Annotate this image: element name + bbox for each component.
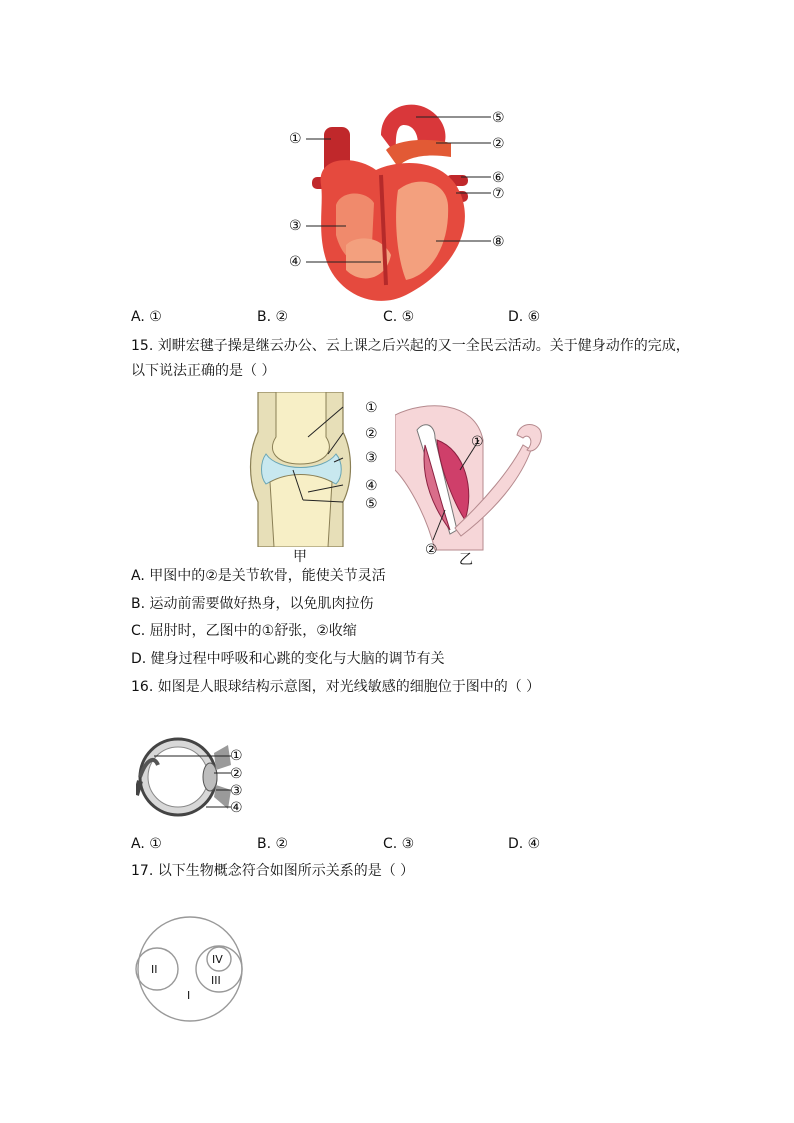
- joint-label-1: ①: [365, 400, 378, 416]
- joint-label-5: ⑤: [365, 496, 378, 512]
- venn-label-iii: III: [211, 974, 221, 987]
- q15-stem-line1: 15. 刘畊宏毽子操是继云办公、云上课之后兴起的又一全民云活动。关于健身动作的完成，: [131, 338, 690, 354]
- q15-option-d[interactable]: D. 健身过程中呼吸和心跳的变化与大脑的调节有关: [131, 651, 445, 667]
- q15-option-c[interactable]: C. 屈肘时，乙图中的①舒张，②收缩: [131, 623, 357, 639]
- q16-option-c[interactable]: C. ③: [383, 836, 415, 852]
- eye-label-4: ④: [230, 800, 243, 816]
- joint-label-4: ④: [365, 478, 378, 494]
- venn-diagram: [134, 916, 246, 1022]
- heart-label-1: ①: [289, 131, 302, 147]
- q17-stem: 17. 以下生物概念符合如图所示关系的是（ ）: [131, 863, 415, 879]
- heart-diagram: [286, 95, 516, 305]
- venn-label-i: I: [187, 989, 191, 1002]
- q14-option-a[interactable]: A. ①: [131, 309, 162, 325]
- heart-label-4: ④: [289, 254, 302, 270]
- arm-label-1: ①: [471, 434, 484, 450]
- fig-jia-caption: 甲: [293, 549, 307, 565]
- q16-option-b[interactable]: B. ②: [257, 836, 289, 852]
- arm-label-2: ②: [425, 542, 438, 558]
- q14-option-c[interactable]: C. ⑤: [383, 309, 415, 325]
- eye-label-1: ①: [230, 748, 243, 764]
- heart-label-2: ②: [492, 136, 505, 152]
- q15-stem-line2: 以下说法正确的是（ ）: [131, 363, 276, 379]
- venn-label-ii: II: [151, 963, 158, 976]
- heart-label-7: ⑦: [492, 186, 505, 202]
- joint-label-2: ②: [365, 426, 378, 442]
- q15-option-b[interactable]: B. 运动前需要做好热身，以免肌肉拉伤: [131, 596, 374, 612]
- fig-yi-caption: 乙: [459, 552, 473, 568]
- eye-label-2: ②: [230, 766, 243, 782]
- q15-option-a[interactable]: A. 甲图中的②是关节软骨，能使关节灵活: [131, 568, 386, 584]
- q16-option-d[interactable]: D. ④: [508, 836, 541, 852]
- heart-label-8: ⑧: [492, 234, 505, 250]
- q16-option-a[interactable]: A. ①: [131, 836, 162, 852]
- heart-label-3: ③: [289, 218, 302, 234]
- venn-label-iv: IV: [212, 953, 223, 966]
- q16-stem: 16. 如图是人眼球结构示意图，对光线敏感的细胞位于图中的（ ）: [131, 679, 541, 695]
- q14-option-b[interactable]: B. ②: [257, 309, 289, 325]
- arm-diagram: [395, 400, 545, 555]
- heart-label-6: ⑥: [492, 170, 505, 186]
- q14-option-d[interactable]: D. ⑥: [508, 309, 541, 325]
- joint-label-3: ③: [365, 450, 378, 466]
- eye-label-3: ③: [230, 783, 243, 799]
- heart-label-5: ⑤: [492, 110, 505, 126]
